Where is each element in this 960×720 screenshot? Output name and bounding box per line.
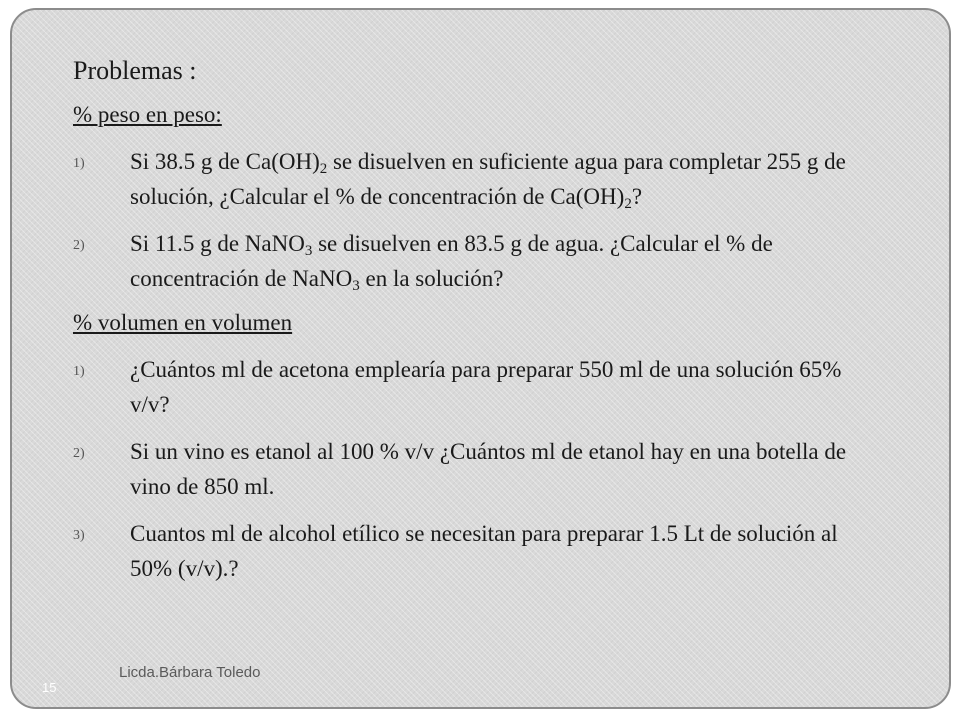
item-text-part: Si 11.5 g de NaNO [130,231,305,256]
item-text-part: Si 38.5 g de Ca(OH) [130,149,320,174]
item-number: 2) [73,238,85,253]
weight-problems-list [73,144,873,296]
page-number: 15 [42,680,57,695]
subscript: 2 [319,161,328,177]
volume-problems-list [73,352,873,586]
slide-content [73,54,873,598]
item-text-part: en la solución? [359,266,504,291]
item-text-part: ? [631,184,643,209]
item-text: Cuantos ml de alcohol etílico se necesitan para preparar 1.5 Lt de solución al 50% (v/v).? [130,521,838,581]
list-item [73,352,873,422]
slide-title: Problemas : [73,56,197,85]
item-text: ¿Cuántos ml de acetona emplearía para preparar 550 ml de una solución 65% v/v? [130,357,842,417]
list-item [73,144,873,214]
subscript: 3 [304,243,313,259]
item-number: 1) [73,156,85,171]
slide-frame [10,8,951,709]
list-item [73,434,873,504]
section-heading-weight: % peso en peso: [73,102,222,127]
item-text-part: se disuelven en 83.5 g de agua. ¿Calcular el % de concentración de NaNO [130,231,773,291]
item-number: 2) [73,446,85,461]
item-text: Si un vino es etanol al 100 % v/v ¿Cuántos ml de etanol hay en una botella de vino de 850 ml. [130,439,847,499]
list-item [73,516,873,586]
list-item [73,226,873,296]
item-number: 3) [73,528,85,543]
subscript: 3 [352,278,360,294]
item-text-part: se disuelven en suficiente agua para completar 255 g de solución, ¿Calcular el % de concentración de Ca(OH) [130,149,846,209]
subscript: 2 [624,196,632,212]
section-heading-volume: % volumen en volumen [73,310,293,335]
item-number: 1) [73,364,85,379]
footer-author: Licda.Bárbara Toledo [119,664,261,681]
